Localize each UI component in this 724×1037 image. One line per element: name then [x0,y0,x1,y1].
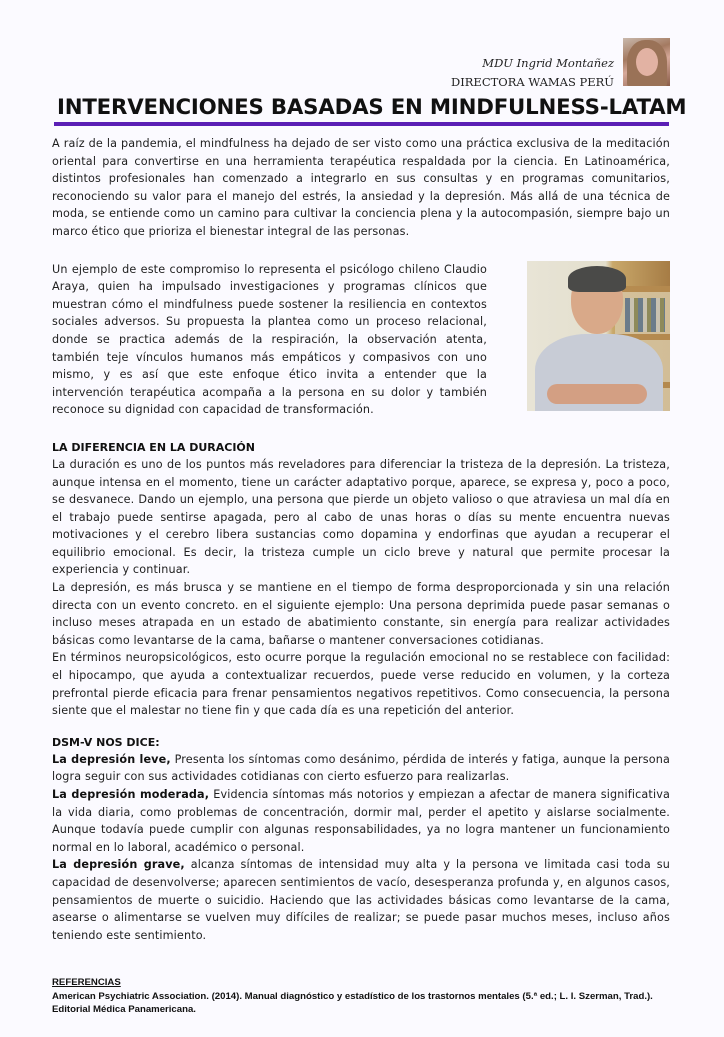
article-body [52,126,670,944]
spacer [52,241,670,261]
photo-hair [568,266,626,292]
claudio-araya-photo [527,261,670,411]
photo-arms [547,384,647,404]
dsm-description: Evidencia síntomas más notorios y empiezan a afectar de manera significativa la vida diaria, como problemas de concentración, dormir mal, perder el apetito y aislarse socialmente. Aunque todavía puede cumplir con algunas responsabilidades, ya no logra mantener un funcionamiento normal en lo laboral, académico o personal. [52,788,670,854]
author-role: DIRECTORA WAMAS PERÚ [451,75,614,89]
example-block [52,261,670,419]
dsm-description: Presenta los síntomas como desánimo, pérdida de interés y fatiga, aunque la persona logra seguir con sus actividades cotidianas con cierto esfuerzo para realizarlas. [52,752,671,784]
dsm-description: alcanza síntomas de intensidad muy alta y la persona ve limitada casi toda su capacidad de desenvolverse; aparecen sentimientos de vacío, desesperanza profunda y, en algunos casos, pensamientos de muerte o suicidio. Haciendo que las actividades básicas como levantarse de la cama, asearse o alimentarse se vuelven muy difíciles de realizar; se puede pasar muchos meses, incluso años teniendo este sentimiento. [52,858,670,942]
dsm-item-grave [52,856,670,944]
spacer [52,720,670,734]
references [52,976,682,1037]
dsm-term: La depresión moderada, [52,788,210,801]
page-title: INTERVENCIONES BASADAS EN MINDFULNESS-LATAM [57,95,687,120]
dsm-term: La depresión grave, [52,858,185,872]
duration-paragraph: La duración es uno de los puntos más reveladores para diferenciar la tristeza de la depresión. La tristeza, aunque intensa en el momento, tiene un carácter adaptativo porque, aparece, se expresa y, poco a poco, se desvanece. Dando un ejemplo, una persona que pierde un objeto valioso o que atraviesa un mal día en el trabajo puede sentirse apagada, pero al cabo de unas horas o días su mente encuentra nuevas motivaciones y el cerebro libera sustancias como dopamina y endorfinas que ayudan a recuperar el equilibrio emocional. Es decir, la tristeza cumple un ciclo breve y natural que permite procesar la experiencia y continuar. [52,457,670,577]
author-photo [623,38,670,86]
photo-books [625,298,665,332]
author-photo-face [636,48,658,76]
references-heading: REFERENCIAS [52,977,121,989]
dsm-item-moderada [52,786,670,856]
duration-paragraph: En términos neuropsicológicos, esto ocurre porque la regulación emocional no se restablece con facilidad: el hipocampo, que ayuda a contextualizar recuerdos, puede verse reducido en volumen, y la corteza prefrontal pierde eficacia para frenar pensamientos negativos repetitivos. Como consecuencia, la persona siente que el malestar no tiene fin y que cada día es una repetición del anterior. [52,651,670,718]
author-name: MDU Ingrid Montañez [482,56,614,70]
spacer [52,419,670,439]
duration-paragraph: La depresión, es más brusca y se mantiene en el tiempo de forma desproporcionada y sin una relación directa con un evento concreto. en el siguiente ejemplo: Una persona deprimida puede pasar semanas o incluso meses atrapada en un estado de abatimiento constante, sin energía para realizar actividades básicas como levantarse de la cama, bañarse o mantener conversaciones cotidianas. [52,581,670,647]
header [0,0,724,92]
intro-paragraph: A raíz de la pandemia, el mindfulness ha dejado de ser visto como una práctica exclusiva de la meditación oriental para convertirse en una herramienta terapéutica respaldada por la ciencia. En Latinoamérica, distintos profesionales han comenzado a integrarlo en sus consultas y en programas comunitarios, reconociendo su valor para el manejo del estrés, la ansiedad y la depresión. Más allá de una técnica de moda, se entiende como un camino para cultivar la conciencia plena y la autocompasión, siempre bajo un marco ético que prioriza el bienestar integral de las personas. [52,137,670,238]
dsm-item-leve [52,751,670,786]
author-block [451,54,614,92]
dsm-term: La depresión leve, [52,752,171,766]
dsm-heading: DSM-V NOS DICE: [52,735,160,749]
duration-heading: LA DIFERENCIA EN LA DURACIÓN [52,440,255,454]
example-paragraph: Un ejemplo de este compromiso lo representa el psicólogo chileno Claudio Araya, quien ha impulsado investigaciones y programas clínicos que muestran cómo el mindfulness puede sostener la resiliencia en contextos sociales adversos. Su propuesta la plantea como un proceso relacional, donde se practica además de la respiración, la observación atenta, también teje vínculos humanos más empáticos y compasivos con uno mismo, y es así que este enfoque ético invita a entender que la intervención terapéutica acompaña a la persona en su dolor y también reconoce su dignidad con capacidad de transformación. [52,262,487,417]
title-block [54,92,687,126]
reference-item: American Psychiatric Association. (2014). Manual diagnóstico y estadístico de los trastornos mentales (5.ª ed.; L. I. Szerman, Trad.). Editorial Médica Panamericana. [52,990,653,1016]
